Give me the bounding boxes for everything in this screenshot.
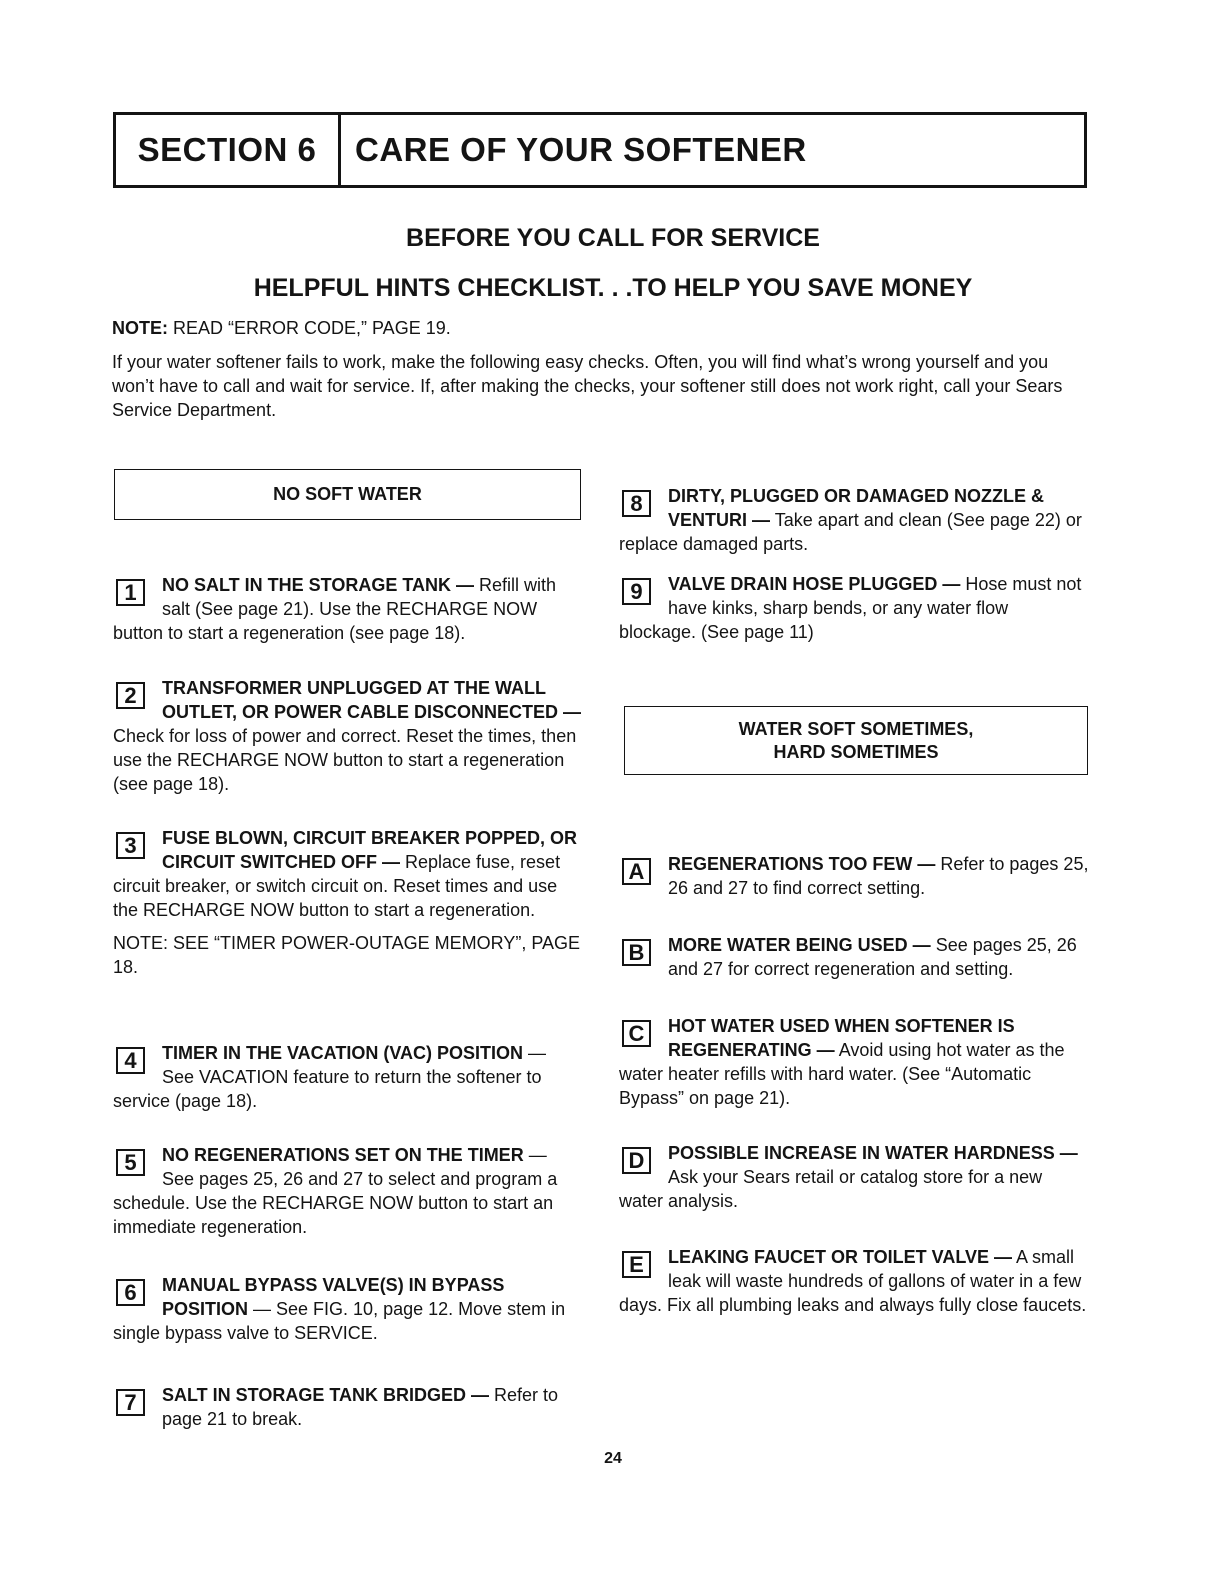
item-title: VALVE DRAIN HOSE PLUGGED — bbox=[668, 574, 961, 594]
item-title: REGENERATIONS TOO FEW — bbox=[668, 854, 936, 874]
no-soft-water-box bbox=[114, 469, 581, 520]
item-number-badge: 9 bbox=[622, 578, 651, 605]
item-letter-badge: C bbox=[622, 1020, 651, 1047]
water-soft-sometimes-heading-line2: HARD SOMETIMES bbox=[773, 741, 939, 762]
item-text: Avoid using hot water as the water heater refills with hard water. (See “Automatic Bypass” on page 21). bbox=[619, 1040, 1065, 1108]
item-number-badge: 8 bbox=[622, 490, 651, 517]
section-header bbox=[113, 112, 1087, 188]
item-title: DIRTY, PLUGGED OR DAMAGED NOZZLE & VENTURI — bbox=[668, 486, 1045, 530]
item-number-badge: 3 bbox=[116, 832, 145, 859]
section-number: SECTION 6 bbox=[116, 115, 341, 185]
item-letter-badge: D bbox=[622, 1147, 651, 1174]
item-number-badge: 2 bbox=[116, 682, 145, 709]
list-item bbox=[113, 676, 583, 796]
item-title: POSSIBLE INCREASE IN WATER HARDNESS — bbox=[668, 1143, 1078, 1163]
item-text: Ask your Sears retail or catalog store for a new water analysis. bbox=[619, 1167, 1043, 1211]
item-text: See pages 25, 26 and 27 for correct regeneration and setting. bbox=[668, 935, 1077, 979]
item-number-badge: 1 bbox=[116, 579, 145, 606]
item-title: TIMER IN THE VACATION (VAC) POSITION bbox=[162, 1043, 523, 1063]
list-item bbox=[619, 933, 1089, 981]
item-title: SALT IN STORAGE TANK BRIDGED — bbox=[162, 1385, 490, 1405]
item-letter-badge: A bbox=[622, 858, 651, 885]
item-text: Refer to page 21 to break. bbox=[162, 1385, 559, 1429]
list-item bbox=[113, 1273, 583, 1345]
item-title: MORE WATER BEING USED — bbox=[668, 935, 931, 955]
item-text: — See pages 25, 26 and 27 to select and program a schedule. Use the RECHARGE NOW button to start an immediate regeneration. bbox=[113, 1145, 558, 1237]
list-item bbox=[619, 1014, 1089, 1110]
note-label: NOTE: bbox=[112, 318, 168, 338]
page-title: BEFORE YOU CALL FOR SERVICE bbox=[406, 224, 820, 252]
item-number-badge: 4 bbox=[116, 1047, 145, 1074]
item-title: FUSE BLOWN, CIRCUIT BREAKER POPPED, OR CIRCUIT SWITCHED OFF — bbox=[162, 828, 578, 872]
item-number-badge: 6 bbox=[116, 1279, 145, 1306]
list-item bbox=[619, 1141, 1089, 1213]
item-letter-badge: E bbox=[622, 1251, 651, 1278]
page-subtitle: HELPFUL HINTS CHECKLIST. . .TO HELP YOU SAVE MONEY bbox=[253, 274, 973, 302]
item-number-badge: 7 bbox=[116, 1389, 145, 1416]
list-item bbox=[113, 1041, 583, 1113]
item-letter-badge: B bbox=[622, 939, 651, 966]
item-title: NO SALT IN THE STORAGE TANK — bbox=[162, 575, 475, 595]
water-soft-sometimes-heading-line1: WATER SOFT SOMETIMES, bbox=[738, 718, 974, 739]
item-number-badge: 5 bbox=[116, 1149, 145, 1176]
list-item bbox=[619, 572, 1089, 644]
section-title: CARE OF YOUR SOFTENER bbox=[355, 131, 807, 168]
list-item bbox=[619, 852, 1089, 900]
item-text: — See FIG. 10, page 12. Move stem in single bypass valve to SERVICE. bbox=[113, 1299, 566, 1343]
item-title: LEAKING FAUCET OR TOILET VALVE — bbox=[668, 1247, 1013, 1267]
list-item bbox=[113, 573, 583, 645]
item-text: Replace fuse, reset circuit breaker, or switch circuit on. Reset times and use the RECHARGE NOW button to start a regeneration. bbox=[113, 852, 561, 920]
list-item bbox=[113, 826, 583, 979]
item-title: TRANSFORMER UNPLUGGED AT THE WALL OUTLET, OR POWER CABLE DISCONNECTED — bbox=[162, 678, 582, 722]
item-text: Hose must not have kinks, sharp bends, or any water flow blockage. (See page 11) bbox=[619, 574, 1082, 642]
error-code-note bbox=[112, 318, 451, 339]
note-text: READ “ERROR CODE,” PAGE 19. bbox=[168, 318, 451, 338]
item-text: A small leak will waste hundreds of gallons of water in a few days. Fix all plumbing leaks and always fully close faucets. bbox=[619, 1247, 1087, 1315]
list-item bbox=[619, 484, 1089, 556]
item-text: — See VACATION feature to return the softener to service (page 18). bbox=[113, 1043, 547, 1111]
item-title: HOT WATER USED WHEN SOFTENER IS REGENERATING — bbox=[668, 1016, 1015, 1060]
item-title: NO REGENERATIONS SET ON THE TIMER bbox=[162, 1145, 524, 1165]
list-item bbox=[113, 1383, 583, 1431]
list-item bbox=[619, 1245, 1089, 1317]
no-soft-water-heading: NO SOFT WATER bbox=[273, 484, 422, 504]
item-text: Refer to pages 25, 26 and 27 to find correct setting. bbox=[668, 854, 1089, 898]
page-number: 24 bbox=[604, 1450, 622, 1467]
water-soft-sometimes-box bbox=[624, 706, 1088, 775]
item-text: Check for loss of power and correct. Reset the times, then use the RECHARGE NOW button to start a regeneration (see page 18). bbox=[113, 726, 577, 794]
item-text: Refill with salt (See page 21). Use the RECHARGE NOW button to start a regeneration (see page 18). bbox=[113, 575, 557, 643]
item-note: NOTE: SEE “TIMER POWER-OUTAGE MEMORY”, PAGE 18. bbox=[113, 933, 581, 977]
intro-paragraph: If your water softener fails to work, make the following easy checks. Often, you will find what’s wrong yourself and you won’t have to call and wait for service. If, after making the checks, your softener still does not work right, call your Sears Service Department. bbox=[112, 352, 1063, 420]
item-text: Take apart and clean (See page 22) or replace damaged parts. bbox=[619, 510, 1082, 554]
list-item bbox=[113, 1143, 583, 1239]
item-title: MANUAL BYPASS VALVE(S) IN BYPASS POSITION bbox=[162, 1275, 505, 1319]
